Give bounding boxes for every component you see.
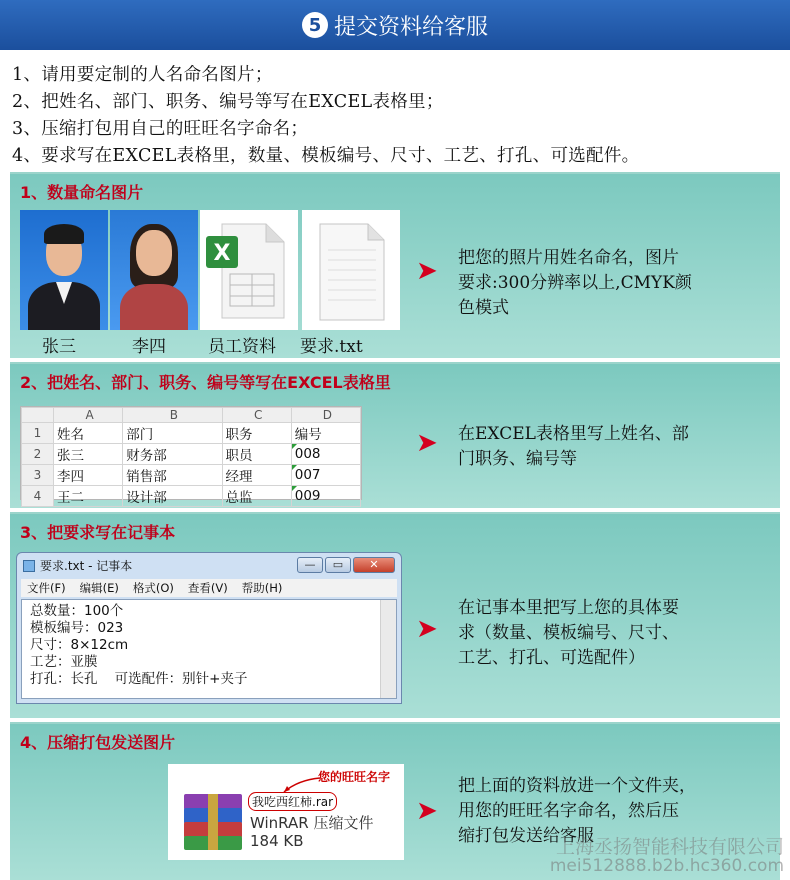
rar-file-size: 184 KB [250, 832, 304, 850]
txt-file-icon [302, 210, 400, 330]
menu-bar [21, 579, 397, 597]
panel-name-images [10, 172, 780, 358]
col-header: C [222, 408, 291, 423]
caption-txt: 要求.txt [300, 337, 363, 357]
cell: 姓名 [54, 423, 123, 444]
watermark-url: mei512888.b2b.hc360.com [549, 856, 784, 876]
cell: 007 [291, 465, 360, 486]
photo-lisi [110, 210, 198, 330]
instruction-item: 2、把姓名、部门、职务、编号等写在EXCEL表格里； [12, 92, 444, 112]
cell: 李四 [54, 465, 123, 486]
rar-file-preview [168, 764, 404, 860]
menu-view[interactable]: 查看(V) [187, 581, 228, 595]
excel-sheet [20, 406, 362, 506]
menu-edit[interactable]: 编辑(E) [79, 581, 119, 595]
notepad-text-area[interactable] [21, 599, 397, 699]
table-row: 2 张三 财务部 职员 008 [22, 444, 361, 465]
notepad-window [16, 552, 402, 704]
panel-title: 2、把姓名、部门、职务、编号等写在EXCEL表格里 [20, 373, 391, 392]
text-line: 尺寸：8×12cm [30, 637, 129, 653]
cell: 总监 [222, 486, 291, 507]
cell: 设计部 [123, 486, 222, 507]
panel-description: 在记事本里把写上您的具体要 求（数量、模板编号、尺寸、 工艺、打孔、可选配件） [458, 598, 679, 668]
rar-file-name: 我吃西红柿.rar [248, 792, 337, 811]
panel-title: 3、把要求写在记事本 [20, 523, 176, 542]
vertical-scrollbar[interactable] [380, 600, 396, 698]
text-line: 总数量：100个 [30, 603, 124, 619]
instruction-item: 4、要求写在EXCEL表格里，数量、模板编号、尺寸、工艺、打孔、可选配件。 [12, 146, 640, 166]
cell: 王二 [54, 486, 123, 507]
cell: 009 [291, 486, 360, 507]
arrow-icon: ➤ [416, 614, 438, 644]
panel-notepad [10, 512, 780, 718]
cell: 销售部 [123, 465, 222, 486]
instruction-item: 3、压缩打包用自己的旺旺名字命名； [12, 119, 309, 139]
panel-excel [10, 362, 780, 508]
cell: 张三 [54, 444, 123, 465]
cell: 部门 [123, 423, 222, 444]
rar-file-type: WinRAR 压缩文件 [250, 814, 374, 832]
panel-title: 1、数量命名图片 [20, 183, 144, 202]
panel-description: 把上面的资料放进一个文件夹， 用您的旺旺名字命名，然后压 缩打包发送给客服 [458, 776, 696, 846]
arrow-icon: ➤ [416, 428, 438, 458]
table-row: 3 李四 销售部 经理 007 [22, 465, 361, 486]
instruction-item: 1、请用要定制的人名命名图片； [12, 65, 273, 85]
maximize-button[interactable]: ▭ [325, 557, 351, 573]
svg-text:X: X [213, 241, 231, 266]
photo-zhangsan [20, 210, 108, 330]
text-line: 模板编号：023 [30, 620, 124, 636]
col-header: D [291, 408, 360, 423]
cell: 008 [291, 444, 360, 465]
cell: 财务部 [123, 444, 222, 465]
panel-title: 4、压缩打包发送图片 [20, 733, 176, 752]
step-number-badge: 5 [302, 12, 328, 38]
minimize-button[interactable]: — [297, 557, 323, 573]
col-header: A [54, 408, 123, 423]
window-title: 要求.txt - 记事本 [40, 559, 133, 573]
cell: 编号 [291, 423, 360, 444]
winrar-icon [184, 794, 242, 850]
close-button[interactable]: ✕ [353, 557, 395, 573]
caption-lisi: 李四 [132, 337, 166, 357]
header-bar [0, 0, 790, 50]
arrow-icon: ➤ [416, 256, 438, 286]
panel-description: 在EXCEL表格里写上姓名、部 门职务、编号等 [458, 424, 689, 469]
caption-zhangsan: 张三 [42, 337, 76, 357]
caption-excel: 员工资料 [208, 337, 276, 357]
text-line: 工艺：亚膜 [30, 654, 98, 670]
watermark-company: 上海丞扬智能科技有限公司 [555, 836, 784, 858]
menu-help[interactable]: 帮助(H) [241, 581, 283, 595]
menu-file[interactable]: 文件(F) [27, 581, 66, 595]
cell: 职员 [222, 444, 291, 465]
instructions-list [12, 62, 782, 170]
page-title: 提交资料给客服 [333, 14, 488, 40]
col-header: B [123, 408, 222, 423]
annotation-label: 您的旺旺名字 [318, 770, 391, 784]
cell: 职务 [222, 423, 291, 444]
table-row: 1 姓名 部门 职务 编号 [22, 423, 361, 444]
excel-file-icon [200, 210, 298, 330]
table-row: 4 王二 设计部 总监 009 [22, 486, 361, 507]
menu-format[interactable]: 格式(O) [132, 581, 174, 595]
notepad-icon [23, 560, 35, 572]
text-line: 打孔：长孔 可选配件：别针+夹子 [30, 671, 248, 687]
panel-description: 把您的照片用姓名命名，图片 要求:300分辨率以上,CMYK颜 色模式 [458, 248, 692, 318]
cell: 经理 [222, 465, 291, 486]
arrow-icon: ➤ [416, 796, 438, 826]
